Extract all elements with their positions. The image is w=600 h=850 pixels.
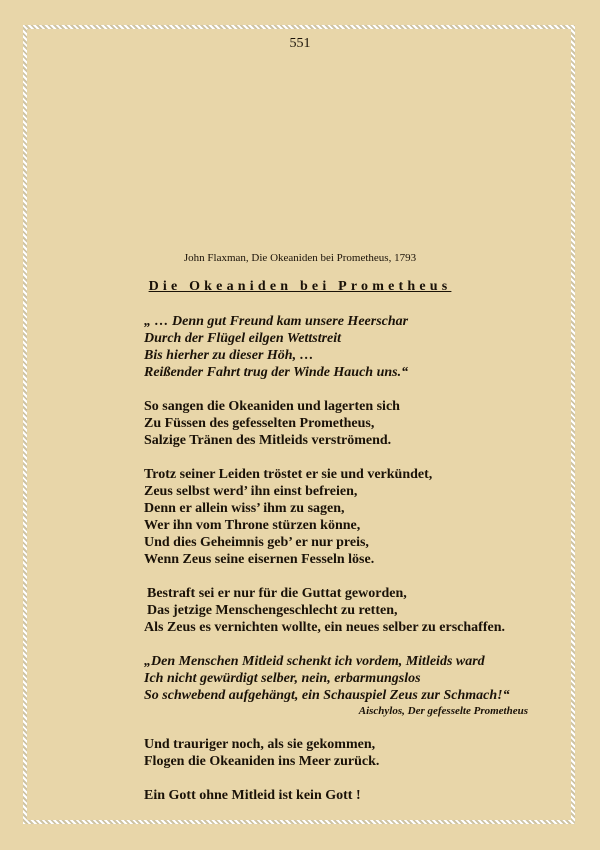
poem-line: Denn er allein wiss’ ihm zu sagen,	[144, 501, 345, 516]
poem-line: Ein Gott ohne Mitleid ist kein Gott !	[144, 788, 361, 803]
poem-line: „Den Menschen Mitleid schenkt ich vordem, Mitleids ward	[144, 654, 485, 669]
poem-line: So sangen die Okeaniden und lagerten sich	[144, 399, 400, 414]
poem-line: Wenn Zeus seine eisernen Fesseln löse.	[144, 552, 375, 567]
poem-line: Reißender Fahrt trug der Winde Hauch uns.“	[144, 365, 409, 380]
stanza	[144, 398, 564, 449]
poem-line: Trotz seiner Leiden tröstet er sie und verkündet,	[144, 467, 433, 482]
poem-line: Bestraft sei er nur für die Guttat geworden,	[147, 586, 407, 601]
stanza-quote-aischylos	[144, 653, 564, 718]
page-number: 551	[289, 36, 311, 51]
poem-line: Zeus selbst werd’ ihn einst befreien,	[144, 484, 358, 499]
poem-line: Als Zeus es vernichten wollte, ein neues selber zu erschaffen.	[144, 620, 505, 635]
stanza-quote-opening	[144, 313, 564, 381]
stanza-closing	[144, 787, 564, 804]
poem-line: Flogen die Okeaniden ins Meer zurück.	[144, 754, 380, 769]
poem-line: Und trauriger noch, als sie gekommen,	[144, 737, 376, 752]
stanza	[144, 466, 564, 568]
poem-line: Bis hierher zu dieser Höh, …	[144, 348, 314, 363]
image-caption: John Flaxman, Die Okeaniden bei Prometheus, 1793	[183, 252, 417, 264]
poem-line: Das jetzige Menschengeschlecht zu retten,	[147, 603, 398, 618]
poem-body	[144, 313, 564, 821]
poem-title: Die Okeaniden bei Prometheus	[148, 279, 452, 294]
poem-line: So schwebend aufgehängt, ein Schauspiel Zeus zur Schmach!“	[144, 688, 510, 703]
poem-line: Salzige Tränen des Mitleids verströmend.	[144, 433, 392, 448]
quote-attribution: Aischylos, Der gefesselte Prometheus	[358, 705, 528, 717]
poem-line: Durch der Flügel eilgen Wettstreit	[144, 331, 342, 346]
stanza	[144, 736, 564, 770]
poem-line: Und dies Geheimnis geb’ er nur preis,	[144, 535, 369, 550]
poem-line: Ich nicht gewürdigt selber, nein, erbarmungslos	[144, 671, 421, 686]
poem-line: Zu Füssen des gefesselten Prometheus,	[144, 416, 375, 431]
poem-line: Wer ihn vom Throne stürzen könne,	[144, 518, 361, 533]
poem-line: „ … Denn gut Freund kam unsere Heerschar	[144, 314, 409, 329]
stanza	[144, 585, 564, 636]
